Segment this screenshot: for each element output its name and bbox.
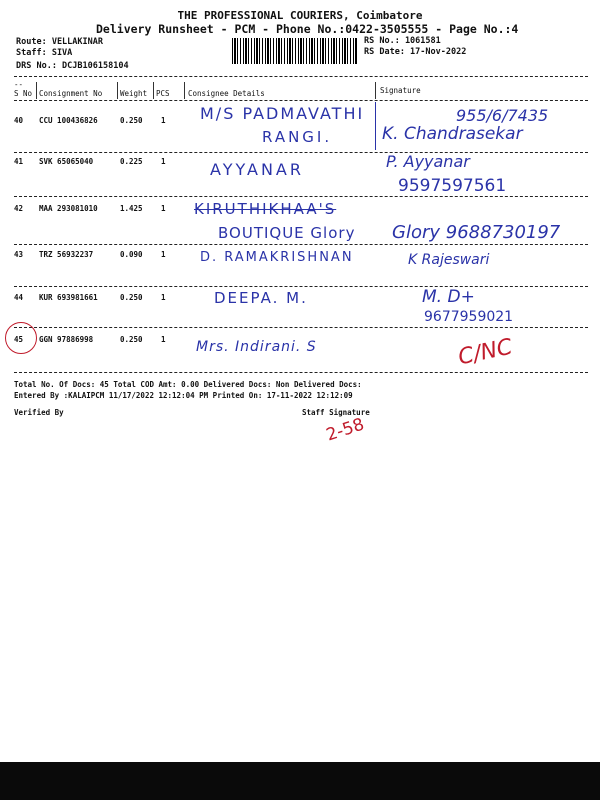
row-pcs: 1 <box>161 250 166 259</box>
divider <box>14 100 588 101</box>
column-divider <box>36 82 37 99</box>
divider <box>14 244 588 245</box>
row-consignment: GGN 97886998 <box>39 335 94 344</box>
row-consignee-line2: BOUTIQUE Glory <box>218 224 356 242</box>
row-consignment: CCU 100436826 <box>39 116 98 125</box>
row-signature: P. Ayyanar <box>386 152 470 171</box>
scan-edge-shadow <box>0 762 600 800</box>
column-divider <box>153 82 154 99</box>
row-sno: 42 <box>14 204 24 213</box>
row-consignment: KUR 693981661 <box>39 293 98 302</box>
verified-by: Verified By <box>14 408 64 417</box>
entered-by: Entered By :KALAIPCM 11/17/2022 12:12:04 PM Printed On: 17-11-2022 12:12:09 <box>14 391 353 400</box>
row-consignee: DEEPA. M. <box>214 289 308 307</box>
divider <box>14 286 588 287</box>
row-signature: Glory 9688730197 <box>392 222 561 243</box>
dash-mark: -- <box>14 80 24 89</box>
staff: Staff: SIVA <box>16 48 73 58</box>
col-pcs: PCS <box>156 89 170 98</box>
row-sno: 41 <box>14 157 24 166</box>
row-pcs: 1 <box>161 293 166 302</box>
row-consignee: AYYANAR <box>210 160 304 179</box>
row-sno: 40 <box>14 116 24 125</box>
col-weight: Weight <box>120 89 148 98</box>
row-signature-extra: K. Chandrasekar <box>382 124 523 144</box>
route: Route: VELLAKINAR <box>16 37 103 47</box>
divider <box>14 152 588 153</box>
totals-line: Total No. Of Docs: 45 Total COD Amt: 0.00 Delivered Docs: Non Delivered Docs: <box>14 380 362 389</box>
row-weight: 0.250 <box>120 335 143 344</box>
divider <box>14 196 588 197</box>
row-weight: 0.090 <box>120 250 143 259</box>
col-sno: S No <box>14 89 33 98</box>
row-sno: 44 <box>14 293 24 302</box>
row-weight: 0.225 <box>120 157 143 166</box>
row-consignee: Mrs. Indirani. S <box>196 339 317 355</box>
col-consignee: Consignee Details <box>188 89 265 98</box>
row-signature: M. D+ <box>422 287 475 307</box>
row-sno: 45 <box>14 335 24 344</box>
row-signature-extra: 9677959021 <box>424 309 514 325</box>
divider <box>14 76 588 77</box>
row-signature: K Rajeswari <box>408 252 490 268</box>
divider <box>14 372 588 373</box>
company-title: THE PROFESSIONAL COURIERS, Coimbatore <box>177 9 423 22</box>
row-consignment: TRZ 56932237 <box>39 250 94 259</box>
rs-number: RS No.: 1061581 <box>364 36 441 46</box>
runsheet-subtitle: Delivery Runsheet - PCM - Phone No.:0422-3505555 - Page No.:4 <box>96 22 519 36</box>
row-consignee-line2: RANGI. <box>262 128 333 146</box>
row-pcs: 1 <box>161 157 166 166</box>
row-weight: 0.250 <box>120 116 143 125</box>
row-pcs: 1 <box>161 116 166 125</box>
staff-signature-label: Staff Signature <box>302 408 370 417</box>
barcode-image <box>232 38 358 64</box>
col-consignment: Consignment No <box>39 89 103 98</box>
row-consignment: SVK 65065040 <box>39 157 94 166</box>
row-pcs: 1 <box>161 335 166 344</box>
row-consignee: KIRUTHIKHAA'S <box>194 200 337 218</box>
row-consignee: D. RAMAKRISHNAN <box>200 250 354 265</box>
row-weight: 0.250 <box>120 293 143 302</box>
row-signature: C/NC <box>455 334 515 371</box>
row-consignment: MAA 293081010 <box>39 204 98 213</box>
row-signature-extra: 9597597561 <box>398 176 507 196</box>
signature-divider <box>375 102 376 150</box>
row-pcs: 1 <box>161 204 166 213</box>
row-consignee: M/S PADMAVATHI <box>200 104 365 123</box>
row-weight: 1.425 <box>120 204 143 213</box>
column-divider <box>375 82 376 99</box>
column-divider <box>117 82 118 99</box>
row-sno: 43 <box>14 250 24 259</box>
divider <box>14 327 588 328</box>
rs-date: RS Date: 17-Nov-2022 <box>364 47 467 57</box>
col-signature: Signature <box>380 86 421 95</box>
staff-sign-mark: 2-58 <box>323 414 367 446</box>
drs-number: DRS No.: DCJB106158104 <box>16 61 129 71</box>
column-divider <box>184 82 185 99</box>
row-signature: 955/6/7435 <box>456 106 549 125</box>
